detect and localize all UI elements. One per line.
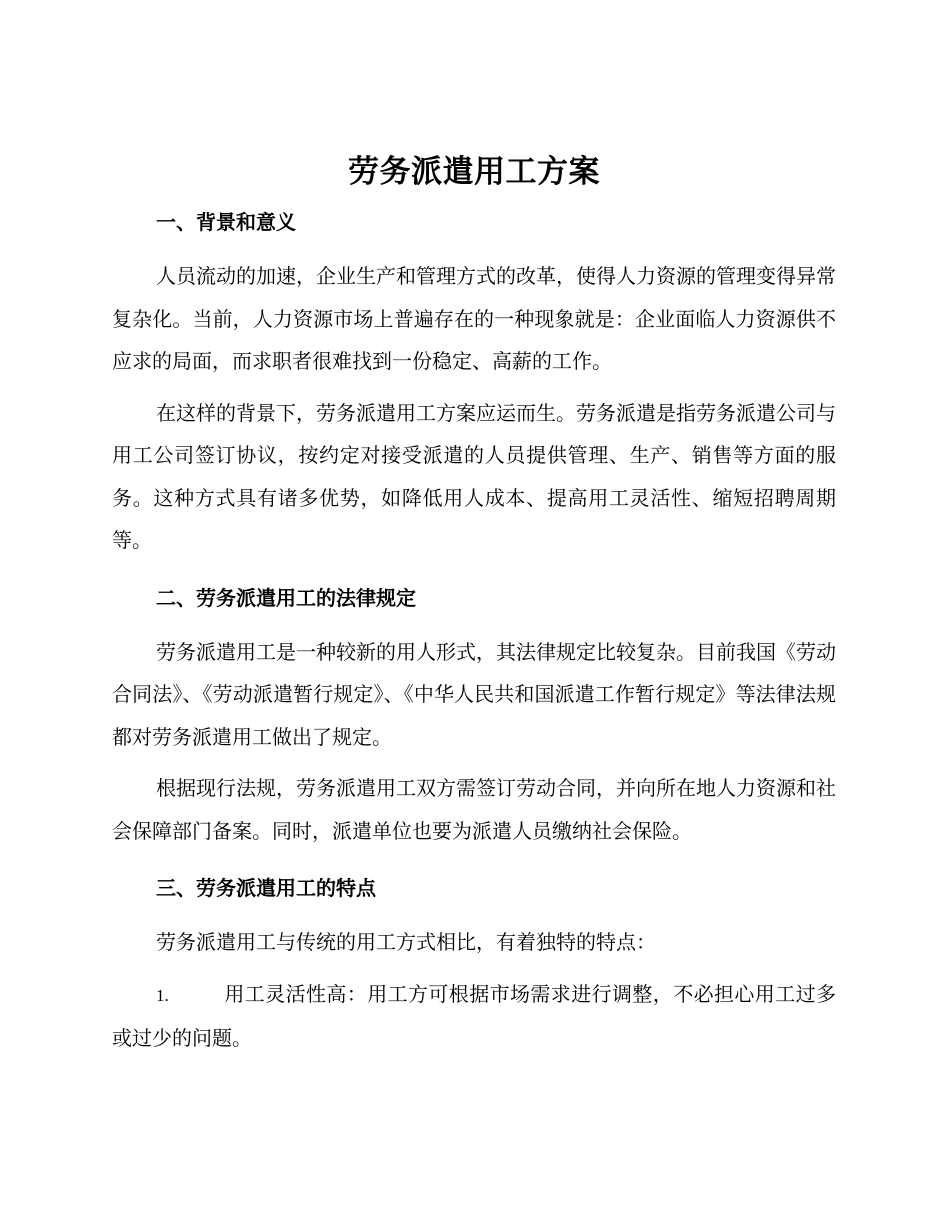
paragraph: 劳务派遣用工与传统的用工方式相比，有着独特的特点：	[156, 930, 656, 954]
document-body	[112, 148, 836, 1060]
list-item-text: 用工灵活性高：用工方可根据市场需求进行调整，不必担心用工过多或过少的问题。	[112, 981, 836, 1050]
paragraph: 在这样的背景下，劳务派遣用工方案应运而生。劳务派遣是指劳务派遣公司与用工公司签订协议，按约定对接受派遣的人员提供管理、生产、销售等方面的服务。这种方式具有诸多优势，如降低用人成本、提高用工灵活性、缩短招聘周期等。	[112, 400, 836, 552]
document-title: 劳务派遣用工方案	[348, 154, 600, 190]
paragraph: 根据现行法规，劳务派遣用工双方需签订劳动合同，并向所在地人力资源和社会保障部门备案。同时，派遣单位也要为派遣人员缴纳社会保险。	[112, 776, 836, 843]
paragraph: 人员流动的加速，企业生产和管理方式的改革，使得人力资源的管理变得异常复杂化。当前，人力资源市场上普遍存在的一种现象就是：企业面临人力资源供不应求的局面，而求职者很难找到一份稳定、高薪的工作。	[112, 264, 836, 373]
list-item	[112, 973, 836, 1060]
section-heading: 三、劳务派遣用工的特点	[156, 876, 376, 900]
list-number: 1.	[156, 985, 169, 1005]
paragraph: 劳务派遣用工是一种较新的用人形式，其法律规定比较复杂。目前我国《劳动合同法》、《劳动派遣暂行规定》、《中华人民共和国派遣工作暂行规定》等法律法规都对劳务派遣用工做出了规定。	[112, 639, 836, 749]
section-heading: 二、劳务派遣用工的法律规定	[156, 585, 416, 610]
section-heading: 一、背景和意义	[156, 210, 296, 234]
